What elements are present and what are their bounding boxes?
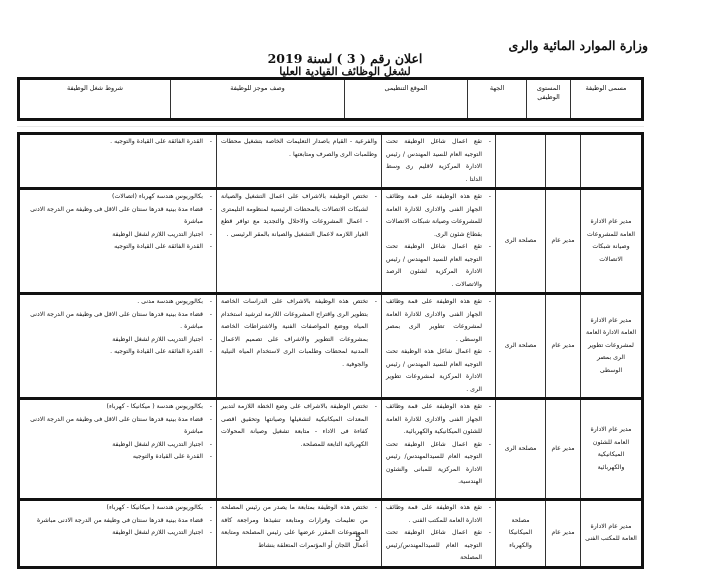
condition-item: - القدرة الفائقة على القيادة والتوجيه <box>24 241 212 254</box>
page-number: 5 <box>355 533 362 544</box>
condition-item: - قضاء مدة بينية قدرها سنتان على الاقل فى وظيفة من الدرجة الادنى مباشرة <box>24 414 212 439</box>
condition-item: - قضاء مدة بينية قدرها سنتان على الاقل فى وظيفة من الدرجة الادنى مباشرة <box>24 204 212 229</box>
col-entity: الجهة <box>468 79 527 120</box>
location-item: - تقع هذه الوظيفة على قمة وظائف الجهاز الفنى والادارى للادارة العامة للمشروعات وصيانة شبكات الاتصالات بقطاع شئون الرى. <box>386 191 491 241</box>
condition-item: - بكالوريوس هندسة ( ميكانيكا - كهرباء) <box>24 401 212 414</box>
location-item: - تقع اعمال شاغل الوظيفة تحت التوجيه العام للسيد المهندس / رئيس الادارة المركزية لاقليم رى وسط الدلتا . <box>386 136 491 186</box>
ministry-name: وزارة الموارد المائية والرى <box>508 38 648 53</box>
job-entity: مصلحة الرى <box>496 294 546 399</box>
job-description <box>217 399 382 500</box>
job-entity: مصلحة الرى <box>496 399 546 500</box>
job-location <box>382 134 496 189</box>
job-location <box>382 294 496 399</box>
condition-item: - القدرة الفائقة على القيادة والتوجيه . <box>24 346 212 359</box>
table-row <box>19 134 643 189</box>
job-conditions <box>19 134 217 189</box>
column-header-table <box>17 77 644 121</box>
condition-item: - القدرة الفائقة على القيادة والتوجيه . <box>24 136 212 149</box>
job-level: مدير عام <box>546 294 581 399</box>
condition-item: - بكالوريوس هندسة ( ميكانيكا - كهرباء) <box>24 502 212 515</box>
job-conditions <box>19 294 217 399</box>
col-job-conditions: شروط شغل الوظيفة <box>19 79 171 120</box>
condition-item: - اجتياز التدريب اللازم لشغل الوظيفة <box>24 527 212 540</box>
col-job-level: المستوى الوظيفى <box>527 79 571 120</box>
job-level: مدير عام <box>546 189 581 294</box>
location-item: - تقع اعمال شاغل الوظيفة تحت التوجيه العام للسيدالمهندس/ رئيس الادارة المركزية للمبانى والشئون الهندسية. <box>386 439 491 489</box>
announcement-subtitle: لشغل الوظائف القيادية العليا <box>279 65 411 78</box>
description-item: - تختص هذه الوظيفة بمتابعة ما يصدر من رئيس المصلحة من تعليمات وقرارات ومتابعة تنفيذها ومراجعة كافة الموضوعات المقرر عرضها على رئيس المصلحة ومتابعة أعمال اللجان أو المؤتمرات المتعلقة بنشاط <box>221 502 377 552</box>
column-header-row <box>19 79 643 120</box>
condition-item: - القدرة على القيادة والتوجيه <box>24 451 212 464</box>
job-entity <box>496 134 546 189</box>
job-location <box>382 189 496 294</box>
table-row <box>19 500 643 568</box>
job-title <box>581 134 643 189</box>
location-item: - تقع اعمال شاغل الوظيفة تحت التوجيه العام للسيد المهندس / رئيس الادارة المركزية لشئون الرصد والاتصالات . <box>386 241 491 291</box>
job-entity: مصلحة الرى <box>496 189 546 294</box>
job-level: مدير عام <box>546 399 581 500</box>
condition-item: - بكالوريوس هندسة كهرباء (اتصالات) <box>24 191 212 204</box>
job-location <box>382 500 496 568</box>
job-conditions <box>19 500 217 568</box>
description-item: - تختص الوظيفة بالاشراف على اعمال التشغيل والصيانة لشبكات الاتصالات بالمحطات الرئيسية لمنظومة التليمترى - اعمال المشروعات والاحلال والتجديد مع توافر قطع الغيار اللازمة لاعمال التشغيل والصيانة بالمقر الرئيسى . <box>221 191 377 241</box>
job-title: مدير عام الادارة العامة الادارة العامة لمشروعات تطوير الرى بمصر الوسطى <box>581 294 643 399</box>
job-entity: مصلحة الميكانيكا والكهرباء <box>496 500 546 568</box>
location-item: - تقع هذه الوظيفة على قمة وظائف الجهاز الفنى والادارى للادارة العامة لمشروعات تطوير الرى بمصر الوسطى . <box>386 296 491 346</box>
table-row <box>19 399 643 500</box>
job-title: مدير عام الادارة العامة للمشروعات وصيانة شبكات الاتصالات <box>581 189 643 294</box>
col-job-description: وصف موجز للوظيفة <box>171 79 345 120</box>
job-description <box>217 294 382 399</box>
condition-item: - اجتياز التدريب اللازم لشغل الوظيفة <box>24 229 212 242</box>
col-org-location: الموقع التنظيمى <box>345 79 468 120</box>
condition-item: - قضاء مدة بينية قدرها سنتان على الاقل فى وظيفة من الدرجة الادنى مباشرة . <box>24 309 212 334</box>
job-description <box>217 189 382 294</box>
location-item: - تقع اعمال شاغل الوظيفة تحت التوجيه العام للسيدالمهندس/رئيس المصلحة <box>386 527 491 565</box>
location-item: - تقع هذه الوظيفة على قمة وظائف الادارة العامة للمكتب الفنى . <box>386 502 491 527</box>
description-item: - تختص هذه الوظيفة بالاشراف على الدراسات الخاصة بتطوير الرى واقتراح المشروعات اللازمة لترشيد استخدام المياه ووضع المواصفات الفنية والاشتراطات الخاصة بمشروعات التطوير والاشراف على تصميم الاعمال المدنية لمحطات وطلمبات الرى لاستخدام المياه النيلية والجوفية . <box>221 296 377 371</box>
job-level: مدير عام <box>546 500 581 568</box>
jobs-table <box>17 132 644 569</box>
table-row <box>19 294 643 399</box>
condition-item: - اجتياز التدريب اللازم لشغل الوظيفة <box>24 334 212 347</box>
condition-item: - بكالوريوس هندسة مدنى . <box>24 296 212 309</box>
col-job-title: مسمى الوظيفة <box>571 79 643 120</box>
job-title: مدير عام الادارة العامة للمكتب الفنى <box>581 500 643 568</box>
job-description: والفرعية - القيام باصدار التعليمات الخاصة بتشغيل محطات وطلمبات الرى والصرف ومتابعتها . <box>217 134 382 189</box>
announcement-heading <box>260 52 430 78</box>
condition-item: - قضاء مدة بينية قدرها سنتان فى وظيفة من الدرجة الادنى مباشرة <box>24 515 212 528</box>
location-item: - تقع هذه الوظيفة على قمة وظائف الجهاز الفنى والادارى للادارة العامة للشئون الميكانيكية والكهربائية. <box>386 401 491 439</box>
table-row <box>19 189 643 294</box>
job-title: مدير عام الادارة العامة للشئون الميكانيكية والكهربائية <box>581 399 643 500</box>
announcement-title: اعلان رقم ( 3 ) لسنة 2019 <box>267 51 423 66</box>
job-location <box>382 399 496 500</box>
condition-item: - اجتياز التدريب اللازم لشغل الوظيفة <box>24 439 212 452</box>
job-conditions <box>19 189 217 294</box>
location-item: - تقع اعمال شاغل هذه الوظيفة تحت التوجيه العام للسيد المهندس / رئيس الادارة المركزية لمشروعات تطوير الرى . <box>386 346 491 396</box>
job-level <box>546 134 581 189</box>
job-conditions <box>19 399 217 500</box>
description-item: - تختص الوظيفة بالاشراف على وضع الخطة اللازمة لتدبير المعدات الميكانيكية لتشغيلها وصيانتها وتحقيق اقصى كفاءة فى الاداء - متابعة تشغيل وصيانة المحولات الكهربائية التابعة للمصلحة. <box>221 401 377 451</box>
page-break-line <box>17 126 644 127</box>
